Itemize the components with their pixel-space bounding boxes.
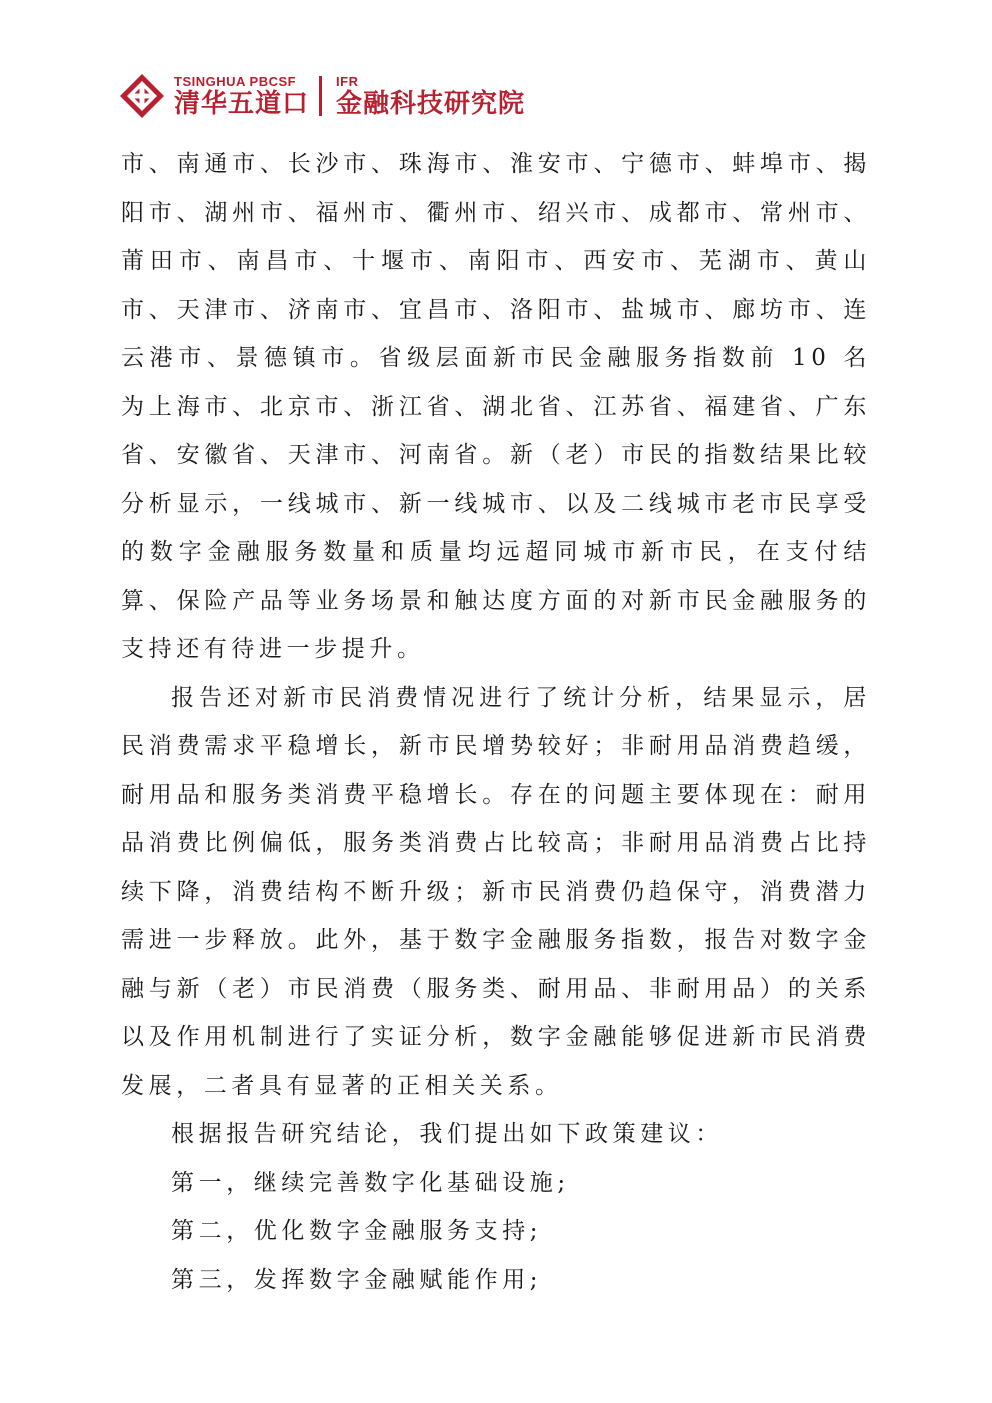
org-block <box>336 74 525 119</box>
page-header <box>118 68 525 124</box>
policy-item-1: 第一，继续完善数字化基础设施; <box>171 1169 570 1196</box>
paragraph-city-rankings: 市、南通市、长沙市、珠海市、淮安市、宁德市、蚌埠市、揭阳市、湖州市、福州市、衢州市、绍兴市、成都市、常州市、莆田市、南昌市、十堰市、南阳市、西安市、芜湖市、黄山市、天津市、济南市、宜昌市、洛阳市、盐城市、廊坊市、连云港市、景德镇市。省级层面新市民金融服务指数前 10 名为上海市、北京市、浙江省、湖北省、江苏省、福建省、广东省、安徽省、天津市、河南省。新（老）市民的指数结果比较分析显示，一线城市、新一线城市、以及二线城市老市民享受的数字金融服务数量和质量均远超同城市新市民，在支付结算、保险产品等业务场景和触达度方面的对新市民金融服务的支持还有待进一步提升。 <box>121 151 871 662</box>
document-body <box>121 140 871 1304</box>
policy-item-2: 第二，优化数字金融服务支持; <box>171 1218 543 1244</box>
policy-item-3: 第三，发挥数字金融赋能作用; <box>171 1266 543 1293</box>
brand-chinese-name: 清华五道口 <box>174 88 310 119</box>
tsinghua-pbcsf-logo-icon <box>118 72 166 120</box>
brand-english-name: TSINGHUA PBCSF <box>174 73 297 89</box>
paragraph-policy-intro: 根据报告研究结论，我们提出如下政策建议： <box>171 1121 723 1147</box>
header-divider <box>319 76 322 116</box>
brand-block <box>174 74 309 119</box>
org-english-name: IFR <box>336 73 359 89</box>
paragraph-consumption-analysis: 报告还对新市民消费情况进行了统计分析，结果显示，居民消费需求平稳增长，新市民增势较好；非耐用品消费趋缓，耐用品和服务类消费平稳增长。存在的问题主要体现在：耐用品消费比例偏低，服务类消费占比较高；非耐用品消费占比持续下降，消费结构不断升级；新市民消费仍趋保守，消费潜力需进一步释放。此外，基于数字金融服务指数，报告对数字金融与新（老）市民消费（服务类、耐用品、非耐用品）的关系以及作用机制进行了实证分析，数字金融能够促进新市民消费发展，二者具有显著的正相关关系。 <box>121 684 871 1099</box>
org-chinese-name: 金融科技研究院 <box>336 88 526 119</box>
